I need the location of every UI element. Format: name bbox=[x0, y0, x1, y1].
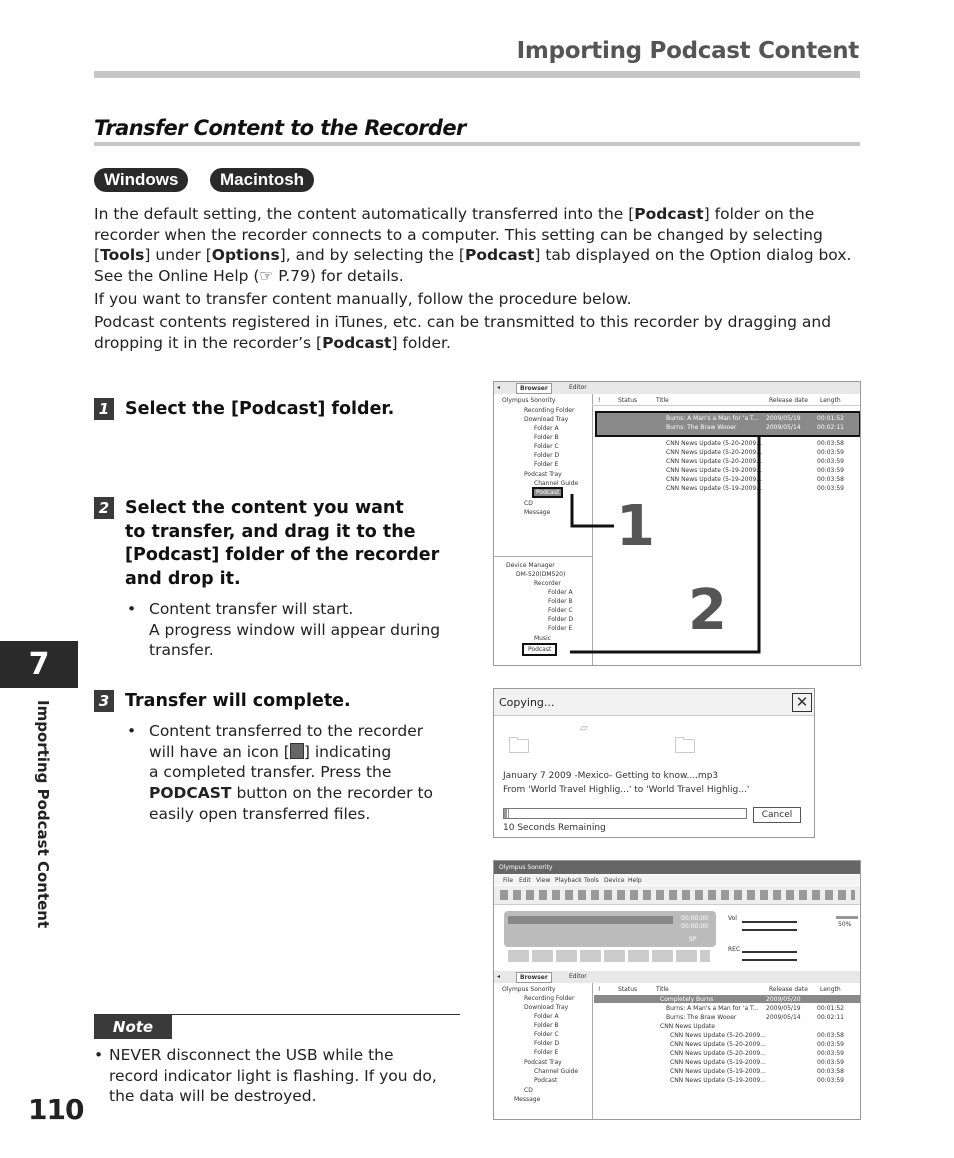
position-slider[interactable] bbox=[508, 916, 673, 924]
rec-slider[interactable] bbox=[742, 951, 797, 953]
table-row: 00:02:11 bbox=[817, 424, 844, 431]
table-row: 00:03:59 bbox=[817, 1050, 844, 1057]
tree-item[interactable]: Folder C bbox=[534, 443, 559, 450]
section-title: Transfer Content to the Recorder bbox=[94, 116, 466, 140]
menu-playback[interactable]: Playback bbox=[555, 877, 582, 884]
tree-item[interactable]: Folder A bbox=[548, 589, 573, 596]
step-2-number: 2 bbox=[94, 497, 114, 519]
table-row: 00:03:58 bbox=[817, 1032, 844, 1039]
tree-item[interactable]: Podcast Tray bbox=[524, 471, 562, 478]
tree-item[interactable]: Device Manager bbox=[506, 562, 555, 569]
column-header[interactable]: ! bbox=[598, 397, 601, 404]
tree-item[interactable]: Folder C bbox=[534, 1031, 559, 1038]
chapter-side-label: Importing Podcast Content bbox=[34, 700, 52, 929]
chapter-tab: 7 bbox=[0, 641, 78, 688]
toolbar bbox=[494, 886, 860, 905]
tree-item[interactable]: Folder D bbox=[548, 616, 574, 623]
dialog-title: Copying... bbox=[499, 696, 555, 709]
tree-item[interactable]: Folder A bbox=[534, 1013, 559, 1020]
selected-row-highlight[interactable] bbox=[594, 995, 860, 1003]
copy-from-to: From 'World Travel Highlig...' to 'World Travel Highlig...' bbox=[503, 785, 750, 795]
table-row[interactable]: CNN News Update (5-19-2009... bbox=[666, 467, 762, 474]
table-row: 2009/05/20 bbox=[766, 996, 801, 1003]
window-title: Olympus Sonority bbox=[499, 864, 553, 871]
table-row[interactable]: Burns: A Man's a Man for 'a T... bbox=[666, 415, 759, 422]
elapsed-time: 00:00:00 bbox=[681, 915, 708, 922]
table-row: 00:03:58 bbox=[817, 476, 844, 483]
volume-slider[interactable] bbox=[742, 929, 797, 931]
table-row[interactable]: CNN News Update (5-19-2009... bbox=[666, 485, 762, 492]
tree-item[interactable]: Download Tray bbox=[524, 1004, 569, 1011]
column-header[interactable]: Release date bbox=[769, 397, 808, 404]
tree-item[interactable]: Folder E bbox=[534, 1049, 559, 1056]
page-number: 110 bbox=[28, 1093, 84, 1126]
table-row: 00:01:52 bbox=[817, 415, 844, 422]
speed-percent: 50% bbox=[838, 921, 852, 928]
step-3-text: Transfer will complete. bbox=[125, 691, 351, 711]
table-row: 00:03:59 bbox=[817, 1041, 844, 1048]
cancel-button[interactable]: Cancel bbox=[753, 807, 801, 823]
tree-item[interactable]: Folder D bbox=[534, 1040, 560, 1047]
flying-file-icon: ▱ bbox=[580, 723, 588, 734]
table-row: 00:03:58 bbox=[817, 1068, 844, 1075]
time-remaining: 10 Seconds Remaining bbox=[503, 823, 606, 833]
menu-file[interactable]: File bbox=[503, 877, 514, 884]
folder-source-icon: 🗀 bbox=[508, 734, 531, 759]
table-row: 00:02:11 bbox=[817, 1014, 844, 1021]
screenshot-sonority-window bbox=[493, 860, 861, 1120]
tree-item[interactable]: Podcast bbox=[534, 1077, 558, 1084]
table-row: 2009/05/14 bbox=[766, 424, 801, 431]
scroll-left-icon[interactable]: ◂ bbox=[497, 384, 501, 391]
table-row[interactable]: Burns: The Braw Wooer bbox=[666, 1014, 737, 1021]
tree-item[interactable]: Download Tray bbox=[524, 416, 569, 423]
section-rule bbox=[94, 142, 860, 146]
column-header[interactable]: ! bbox=[598, 986, 601, 993]
table-row: 00:03:59 bbox=[817, 467, 844, 474]
note-label: Note bbox=[94, 1015, 172, 1039]
tree-item[interactable]: Folder E bbox=[548, 625, 573, 632]
volume-slider[interactable] bbox=[742, 921, 797, 923]
intro-paragraph-1: In the default setting, the content automatically transferred into the [Podcast] folder on the recorder when the recorder connects to a computer. This setting can be changed by selecting [Tools] under [Options], and by selecting the [Podcast] tab displayed on the Option dialog box. See the Online Help (☞ P.79) for details. bbox=[94, 205, 852, 286]
table-row[interactable]: CNN News Update (5-20-2009... bbox=[666, 440, 762, 447]
sp-mode: SP bbox=[689, 936, 697, 943]
rec-label: REC bbox=[728, 946, 741, 953]
menu-help[interactable]: Help bbox=[628, 877, 642, 884]
tree-item[interactable]: Message bbox=[524, 509, 551, 516]
close-icon[interactable]: ✕ bbox=[792, 693, 812, 712]
progress-bar bbox=[503, 808, 747, 819]
table-row: 00:03:59 bbox=[817, 485, 844, 492]
step-2-bullet: • Content transfer will start. A progress window will appear during transfer. bbox=[127, 600, 441, 660]
screenshot-copying-dialog bbox=[493, 688, 815, 838]
table-row[interactable]: CNN News Update (5-19-2009... bbox=[670, 1068, 766, 1075]
table-row[interactable]: CNN News Update (5-19-2009... bbox=[670, 1059, 766, 1066]
column-header[interactable]: Status bbox=[618, 397, 638, 404]
tree-item[interactable]: Message bbox=[514, 1096, 541, 1103]
menu-edit[interactable]: Edit bbox=[519, 877, 531, 884]
table-row[interactable]: CNN News Update (5-20-2009... bbox=[666, 449, 762, 456]
table-row[interactable]: CNN News Update (5-20-2009... bbox=[670, 1050, 766, 1057]
note-bullet: • NEVER disconnect the USB while the record indicator light is flashing. If you do, the data will be destroyed. bbox=[94, 1046, 437, 1106]
table-row[interactable]: CNN News Update (5-20-2009... bbox=[666, 458, 762, 465]
table-row: 2009/05/19 bbox=[766, 1005, 801, 1012]
tree-item[interactable]: Channel Guide bbox=[534, 480, 579, 487]
tree-item[interactable]: CD bbox=[524, 500, 533, 507]
tree-item[interactable]: DM-520(DM520) bbox=[516, 571, 566, 578]
tree-item[interactable]: Olympus Sonority bbox=[502, 986, 556, 993]
tree-item[interactable]: Folder B bbox=[534, 1022, 559, 1029]
column-header[interactable]: Status bbox=[618, 986, 638, 993]
table-row[interactable]: Burns: A Man's a Man for 'a T... bbox=[666, 1005, 759, 1012]
table-row[interactable]: Completely Burns bbox=[660, 996, 714, 1003]
tree-item[interactable]: Olympus Sonority bbox=[502, 397, 556, 404]
vol-label: Vol bbox=[728, 915, 737, 922]
tree-item-device-podcast[interactable]: Podcast bbox=[524, 645, 555, 654]
table-row[interactable]: Burns: The Braw Wooer bbox=[666, 424, 737, 431]
tree-item[interactable]: Folder B bbox=[534, 434, 559, 441]
step-1-number: 1 bbox=[94, 398, 114, 420]
callout-2: 2 bbox=[688, 578, 727, 643]
table-row: 00:03:59 bbox=[817, 1059, 844, 1066]
table-row[interactable]: CNN News Update (5-19-2009... bbox=[666, 476, 762, 483]
running-header: Importing Podcast Content bbox=[516, 38, 859, 64]
column-header[interactable]: Length bbox=[820, 986, 841, 993]
callout-1: 1 bbox=[616, 494, 655, 559]
table-row[interactable]: CNN News Update (5-20-2009... bbox=[670, 1041, 766, 1048]
tab-browser[interactable]: Browser bbox=[516, 972, 552, 983]
menu-tools[interactable]: Tools bbox=[584, 877, 599, 884]
speed-slider[interactable] bbox=[836, 916, 858, 919]
transport-buttons[interactable] bbox=[508, 950, 710, 962]
header-bar bbox=[94, 71, 860, 78]
menu-view[interactable]: View bbox=[536, 877, 551, 884]
folder-dest-icon: 🗀 bbox=[674, 734, 697, 759]
tree-item-podcast-selected[interactable]: Podcast bbox=[536, 489, 560, 496]
tree-item[interactable]: Recording Folder bbox=[524, 407, 575, 414]
tree-item[interactable]: Folder E bbox=[534, 461, 559, 468]
table-row: 00:03:59 bbox=[817, 1077, 844, 1084]
table-row: 00:03:58 bbox=[817, 440, 844, 447]
table-row: 2009/05/19 bbox=[766, 415, 801, 422]
tree-item[interactable]: Channel Guide bbox=[534, 1068, 579, 1075]
rec-slider[interactable] bbox=[742, 959, 797, 961]
table-row[interactable]: CNN News Update (5-20-2009... bbox=[670, 1032, 766, 1039]
menu-device[interactable]: Device bbox=[604, 877, 625, 884]
step-3-bullet: • Content transferred to the recorder will have an icon [ ] indicating a completed transfer. Press the PODCAST button on the recorder to easily open transferred files. bbox=[127, 722, 434, 823]
column-header[interactable]: Length bbox=[820, 397, 841, 404]
column-header[interactable]: Title bbox=[656, 986, 669, 993]
table-row[interactable]: CNN News Update (5-19-2009... bbox=[670, 1077, 766, 1084]
tree-item[interactable]: CD bbox=[524, 1087, 533, 1094]
table-row: 00:03:59 bbox=[817, 458, 844, 465]
copy-file-name: January 7 2009 -Mexico- Getting to know....mp3 bbox=[503, 771, 719, 781]
podcast-transferred-icon bbox=[290, 743, 304, 759]
macintosh-badge: Macintosh bbox=[210, 168, 314, 192]
intro-paragraph-2: If you want to transfer content manually, follow the procedure below. bbox=[94, 290, 632, 308]
step-3-number: 3 bbox=[94, 690, 114, 712]
tree-item[interactable]: Recorder bbox=[534, 580, 561, 587]
tree-item[interactable]: Folder D bbox=[534, 452, 560, 459]
table-row: 2009/05/14 bbox=[766, 1014, 801, 1021]
tree-item[interactable]: Folder A bbox=[534, 425, 559, 432]
tree-item[interactable]: Music bbox=[534, 635, 552, 642]
tree-item[interactable]: Recording Folder bbox=[524, 995, 575, 1002]
tree-item[interactable]: Podcast Tray bbox=[524, 1059, 562, 1066]
tree-item[interactable]: Folder C bbox=[548, 607, 573, 614]
total-time: 00:00:00 bbox=[681, 923, 708, 930]
scroll-left-icon[interactable]: ◂ bbox=[497, 973, 501, 980]
intro-paragraph-3: Podcast contents registered in iTunes, etc. can be transmitted to this recorder by dragging and dropping it in the recorder’s [Podcast] folder. bbox=[94, 313, 832, 352]
tree-item[interactable]: Folder B bbox=[548, 598, 573, 605]
windows-badge: Windows bbox=[94, 168, 188, 192]
screenshot-browser-drag bbox=[493, 381, 861, 666]
tab-browser[interactable]: Browser bbox=[516, 383, 552, 394]
step-2-text: Select the content you want to transfer, and drag it to the [Podcast] folder of the recorder and drop it. bbox=[125, 498, 440, 589]
table-row: 00:03:59 bbox=[817, 449, 844, 456]
table-row[interactable]: CNN News Update bbox=[660, 1023, 715, 1030]
tab-editor[interactable]: Editor bbox=[569, 973, 587, 980]
tab-editor[interactable]: Editor bbox=[569, 384, 587, 391]
step-1-text: Select the [Podcast] folder. bbox=[125, 399, 395, 419]
table-row: 00:01:52 bbox=[817, 1005, 844, 1012]
drag-arrow-lines bbox=[494, 382, 860, 665]
column-header[interactable]: Title bbox=[656, 397, 669, 404]
column-header[interactable]: Release date bbox=[769, 986, 808, 993]
